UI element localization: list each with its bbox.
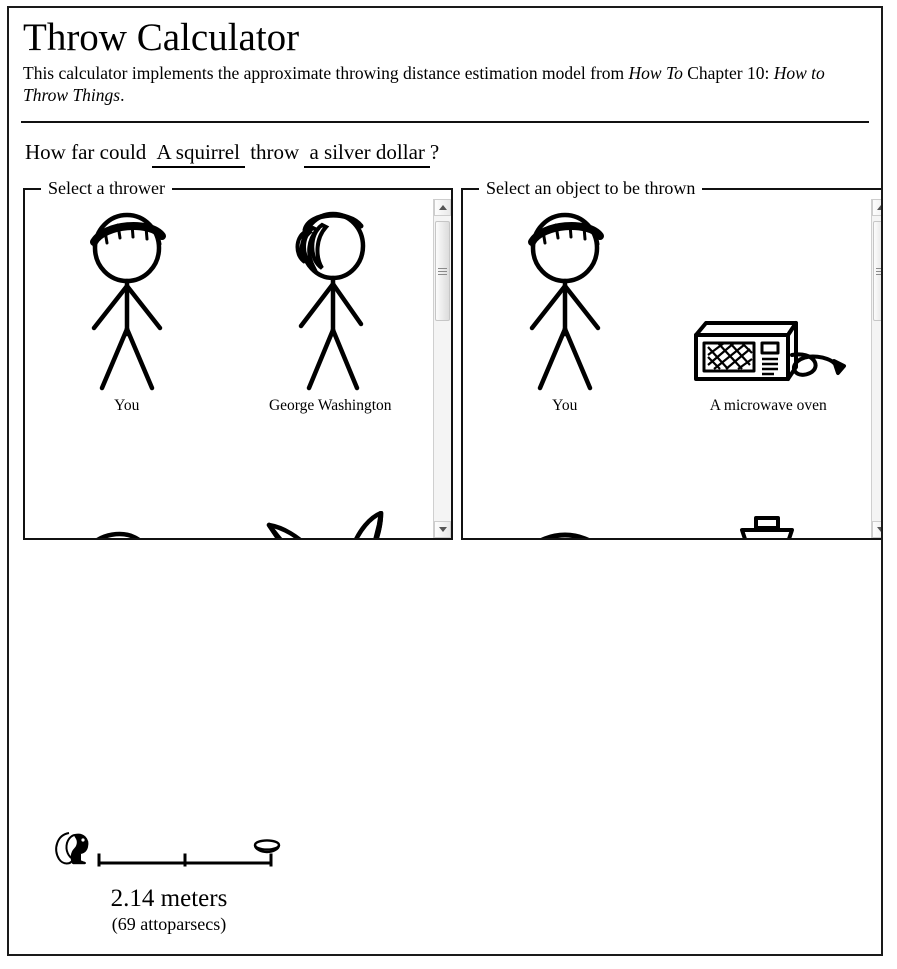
scrollbar-thumb[interactable]	[873, 221, 883, 321]
page-title: Throw Calculator	[23, 16, 300, 59]
intro-text-2: Chapter 10:	[682, 63, 774, 83]
intro-chapter-title: How to Throw Things	[23, 63, 825, 105]
object-option-microwave-oven[interactable]	[667, 201, 871, 441]
object-option-volleyball[interactable]	[463, 441, 667, 538]
object-panel	[461, 178, 883, 540]
result-area	[49, 823, 349, 935]
selection-panels	[21, 178, 869, 548]
thrower-option-label: You	[114, 397, 140, 414]
thrower-option-you[interactable]	[25, 201, 229, 441]
scroll-up-button[interactable]	[434, 199, 451, 216]
scrollbar-thumb[interactable]	[435, 221, 450, 321]
scroll-down-button[interactable]	[434, 521, 451, 538]
question-suffix: ?	[429, 140, 440, 164]
grip-icon	[438, 266, 447, 277]
selected-thrower-slot[interactable]: A squirrel	[152, 139, 245, 168]
thrower-panel	[23, 178, 453, 540]
question-prefix: How far could	[25, 140, 147, 164]
intro-paragraph	[23, 62, 869, 106]
grip-icon	[876, 266, 883, 277]
header-divider	[21, 121, 869, 123]
pikachu-icon	[255, 441, 405, 538]
object-option-blender[interactable]	[667, 441, 871, 538]
blender-icon	[718, 441, 818, 538]
coin-icon	[255, 840, 279, 852]
result-distance: 2.14 meters	[110, 885, 228, 912]
thrower-option-george-washington[interactable]	[229, 201, 433, 441]
scroll-down-button[interactable]	[872, 521, 883, 538]
chevron-down-icon	[877, 527, 884, 532]
object-option-you[interactable]	[463, 201, 667, 441]
thrower-option-pikachu[interactable]	[229, 441, 433, 538]
chevron-up-icon	[439, 205, 447, 210]
object-panel-legend: Select an object to be thrown	[486, 178, 696, 198]
microwave-icon	[688, 201, 848, 391]
object-option-label: You	[552, 397, 578, 414]
object-panel-scrollbar[interactable]	[871, 199, 883, 538]
stick-figure-headband-icon	[510, 201, 620, 391]
squirrel-icon	[56, 833, 87, 864]
stick-figure-football-helmet-icon	[62, 441, 192, 538]
distance-diagram	[49, 823, 349, 883]
question-line	[25, 139, 869, 168]
question-verb: throw	[250, 140, 300, 164]
thrower-grid	[25, 201, 432, 538]
volleyball-icon	[505, 441, 625, 538]
chevron-up-icon	[877, 205, 884, 210]
intro-book-title: How To	[628, 63, 683, 83]
stick-figure-headband-icon	[72, 201, 182, 391]
stick-figure-wig-icon	[275, 201, 385, 391]
object-panel-body	[463, 199, 883, 538]
thrower-option-football-player[interactable]	[25, 441, 229, 538]
object-grid	[463, 201, 870, 538]
result-alternate-units: (69 attoparsecs)	[111, 914, 227, 934]
thrower-panel-body	[25, 199, 451, 538]
ruler	[99, 855, 271, 865]
scroll-up-button[interactable]	[872, 199, 883, 216]
app-window	[7, 6, 883, 956]
selected-object-slot[interactable]: a silver dollar	[304, 139, 429, 168]
intro-text-3: .	[120, 85, 125, 105]
thrower-option-label: George Washington	[268, 397, 392, 414]
object-option-label: A microwave oven	[709, 397, 827, 414]
thrower-panel-scrollbar[interactable]	[433, 199, 451, 538]
intro-text-1: This calculator implements the approximate throwing distance estimation model from	[23, 63, 629, 83]
thrower-panel-legend: Select a thrower	[48, 178, 165, 198]
chevron-down-icon	[439, 527, 447, 532]
